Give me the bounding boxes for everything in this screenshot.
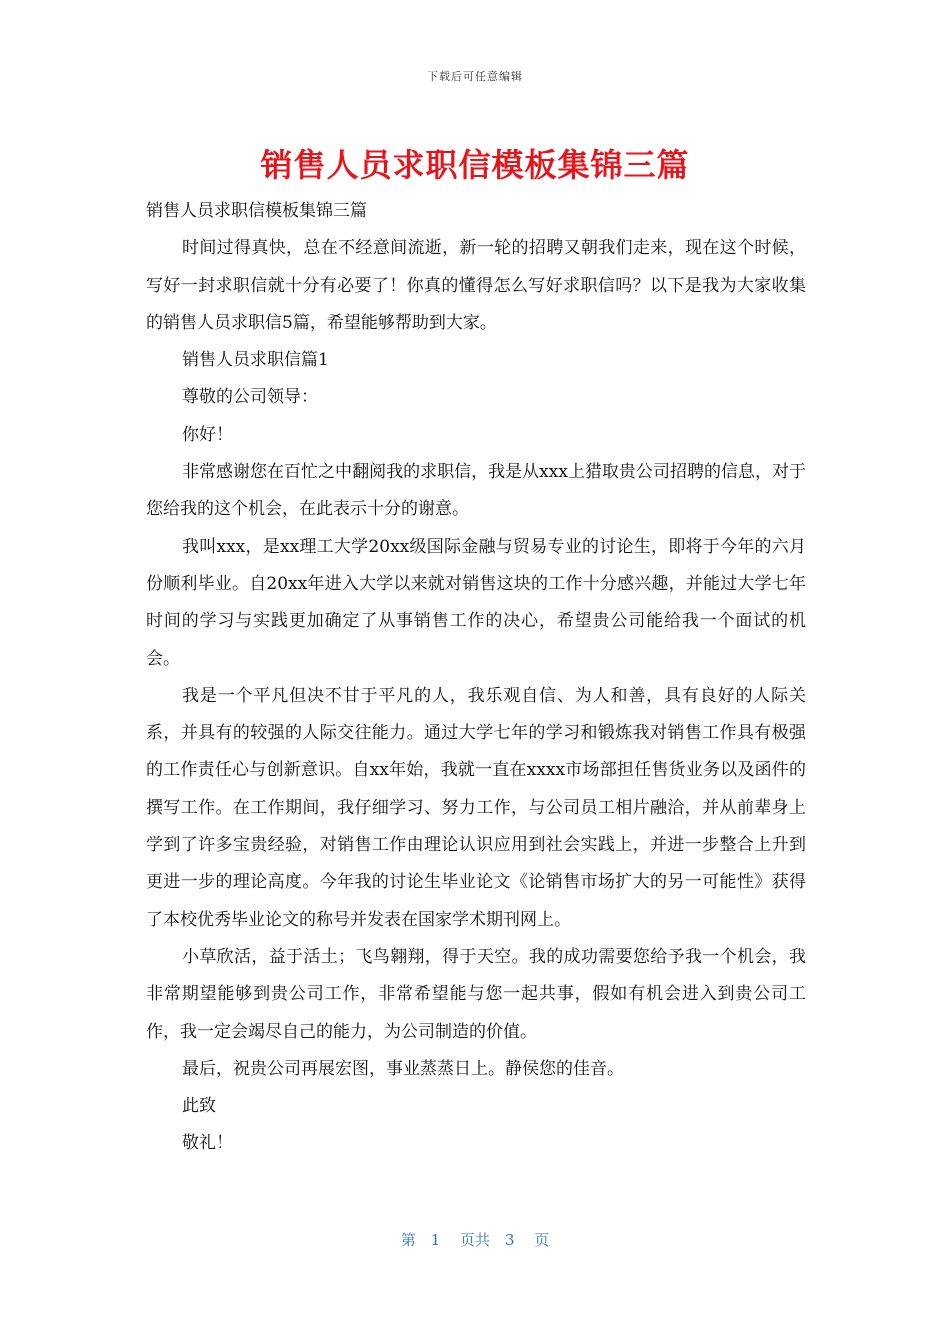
body-paragraph: 我叫xxx，是xx理工大学20xx级国际金融与贸易专业的讨论生，即将于今年的六月份顺利毕业。自20xx年进入大学以来就对销售这块的工作十分感兴趣，并能过大学七年时间的学习与实践更加确定了从事销售工作的决心，希望贵公司能给我一个面试的机会。 [146,536,806,669]
header-note: 下载后可任意编辑 [427,70,523,83]
document-title: 销售人员求职信模板集锦三篇 [260,146,690,184]
intro-paragraph: 时间过得真快，总在不经意间流逝，新一轮的招聘又朝我们走来，现在这个时候，写好一封求职信就十分有必要了！你真的懂得怎么写好求职信吗？以下是我为大家收集的销售人员求职信5篇，希望能够帮助到大家。 [146,238,806,333]
closing-line: 此致 [182,1096,216,1117]
page-footer: 第 1 页共 3 页 [400,1231,550,1249]
body-paragraph: 我是一个平凡但决不甘于平凡的人，我乐观自信、为人和善，具有良好的人际关系，并具有的较强的人际交往能力。通过大学七年的学习和锻炼我对销售工作具有极强的工作责任心与创新意识。自xx年始，我就一直在xxxx市场部担任售货业务以及函件的撰写工作。在工作期间，我仔细学习、努力工作，与公司员工相片融洽，并从前辈身上学到了许多宝贵经验，对销售工作由理论认识应用到社会实践上，并进一步整合上升到更进一步的理论高度。今年我的讨论生毕业论文《论销售市场扩大的另一可能性》获得了本校优秀毕业论文的称号并发表在国家学术期刊网上。 [146,685,806,930]
body-paragraph: 非常感谢您在百忙之中翻阅我的求职信，我是从xxx上猎取贵公司招聘的信息，对于您给我的这个机会，在此表示十分的谢意。 [146,462,806,520]
document-body [146,193,806,1163]
closing-salute: 敬礼！ [182,1133,233,1154]
salutation: 尊敬的公司领导： [182,387,318,408]
subtitle-line: 销售人员求职信模板集锦三篇 [146,201,367,221]
body-paragraph: 小草欣活，益于活土；飞鸟翱翔，得于天空。我的成功需要您给予我一个机会，我非常期望能够到贵公司工作，非常希望能与您一起共事，假如有机会进入到贵公司工作，我一定会竭尽自己的能力，为公司制造的价值。 [146,946,806,1042]
section-heading: 销售人员求职信篇1 [182,350,329,371]
closing-paragraph: 最后，祝贵公司再展宏图，事业蒸蒸日上。静侯您的佳音。 [182,1058,624,1079]
greeting: 你好！ [182,424,233,445]
